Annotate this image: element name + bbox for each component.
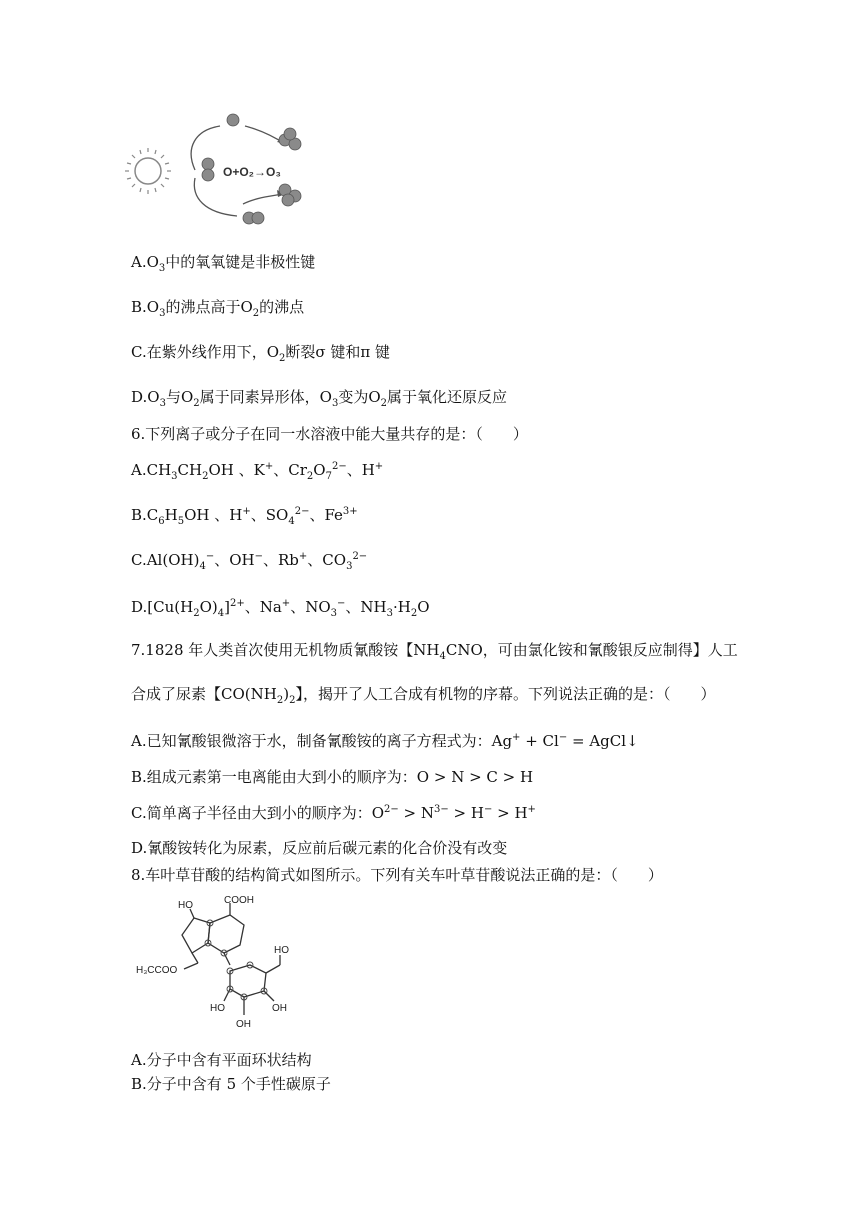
q5-option-c [131,342,390,362]
q6-option-b [131,505,358,525]
q8-stem: 8.车叶草苷酸的结构简式如图所示。下列有关车叶草苷酸说法正确的是：（ ） [131,866,663,884]
rich-text: C.简单离子半径由大到小的顺序为：$O^{2-} > N^{3-} > H^- > H^+$ [131,804,536,822]
q6-option-c [131,550,367,570]
rich-text: 合成了尿素【$CO(NH_2)_2$】，揭开了人工合成有机物的序幕。下列说法正确的是：（ ） [131,685,716,706]
label-ho-top: HO [178,900,193,911]
q5-option-d [131,387,507,407]
rich-text: $C.Al(OH)_4^-$、OH−、Rb+、$CO_3^{2-}$ [131,551,368,572]
q8-option-b [131,1074,331,1094]
label-ho-bl: HO [210,1003,225,1014]
q5-option-b [131,297,304,317]
q8-option-a-label: A. [131,1051,147,1069]
rich-text: $B.C_6H_5OH$ 、H+、$SO_4^{2-}$、$Fe^{3+}$ [131,506,358,527]
label-ho-right: HO [274,945,289,956]
q7-stem-line2 [131,684,715,704]
q7-option-c [131,803,536,823]
rich-text: C.在紫外线作用下，$O_2$断裂σ 键和π 键 [131,343,391,364]
rich-text: $B.O_3$的沸点高于$O_2$的沸点 [131,298,305,319]
q6-option-d [131,597,430,617]
q7-stem-line1 [131,640,738,660]
q7-option-d [131,838,507,858]
structure-figure [132,893,312,1038]
label-oh-bottom: OH [236,1019,251,1030]
q5-option-a [131,252,315,272]
q8-option-b-text: 分子中含有 5 个手性碳原子 [146,1075,331,1093]
ozone-cycle-figure [125,108,325,233]
rich-text: $D.[Cu(H_2O)_4]^{2+}$、Na+、$NO_3^-$、$NH_3\cdot H_2O$ [131,598,430,619]
q7-option-b [131,767,533,787]
rich-text: D.氰酸铵转化为尿素，反应前后碳元素的化合价没有改变 [131,839,508,857]
rich-text: $A.CH_3CH_2OH$ 、K+、$Cr_2O_7^{2-}$、H+ [131,461,384,482]
sun-icon [125,148,171,194]
label-oh-br: OH [272,1003,287,1014]
rich-text: $D.O_3$与$O_2$属于同素异形体，$O_3$变为$O_2$属于氧化还原反应 [131,388,508,409]
rich-text: A.已知氰酸银微溶于水，制备氰酸铵的离子方程式为：Ag+ + Cl− = AgCl↓ [131,732,639,750]
rich-text: B.组成元素第一电离能由大到小的顺序为：O > N > C > H [131,768,534,786]
q8-option-a [131,1050,312,1070]
q8-option-a-text: 分子中含有平面环状结构 [146,1051,312,1069]
ozone-equation: O+O₂→O₃ [223,165,281,179]
q7-option-a [131,731,639,751]
q6-stem: 6.下列离子或分子在同一水溶液中能大量共存的是：（ ） [131,425,528,443]
q8-option-b-label: B. [131,1075,147,1093]
q6-option-a [131,460,383,480]
label-acetyl: H₃CCOO [136,965,178,976]
rich-text: 7.1828 年人类首次使用无机物质氰酸铵【$NH_4CNO$，可由氯化铵和氰酸银反应制得】人工 [131,641,738,662]
rich-text: $A.O_3$中的氧氧键是非极性键 [131,253,316,274]
label-cooh: COOH [224,895,254,906]
